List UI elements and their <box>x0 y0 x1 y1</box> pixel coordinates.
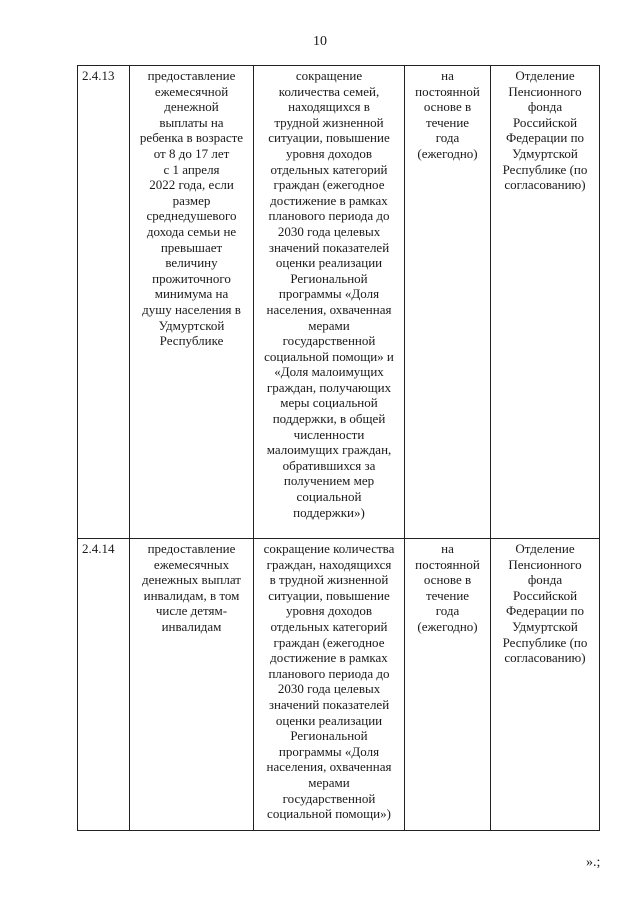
table-row <box>78 66 600 539</box>
closing-quote-mark: ».; <box>586 855 601 870</box>
table-row <box>78 539 600 831</box>
expected-result-text: сокращение количества семей, находящихся в трудной жизненной ситуации, повышение уровня доходов отдельных категорий граждан (ежегодное достижение в рамках планового периода до 2030 года целевых значений показателей оценки реализации Региональной программы «Доля населения, охваченная мерами государственной социальной помощи» и «Доля малоимущих граждан, получающих меры социальной поддержки, в общей численности малоимущих граждан, обратившихся за получением мер социальной поддержки») <box>264 68 394 520</box>
item-number: 2.4.14 <box>82 541 115 556</box>
item-number: 2.4.13 <box>82 68 115 83</box>
term-cell <box>405 66 491 539</box>
item-number-cell <box>78 66 130 539</box>
page-number: 10 <box>313 34 327 49</box>
item-number-cell <box>78 539 130 831</box>
term-cell <box>405 539 491 831</box>
executor-text: Отделение Пенсионного фонда Российской Федерации по Удмуртской Республике (по согласованию) <box>502 541 588 666</box>
executor-cell <box>491 66 600 539</box>
executor-text: Отделение Пенсионного фонда Российской Федерации по Удмуртской Республике (по согласованию) <box>502 68 588 193</box>
measure-cell <box>130 539 254 831</box>
expected-result-cell <box>254 66 405 539</box>
measures-table <box>77 65 600 831</box>
measure-cell <box>130 66 254 539</box>
expected-result-cell <box>254 539 405 831</box>
term-text: на постоянной основе в течение года (ежегодно) <box>415 68 480 161</box>
term-text: на постоянной основе в течение года (ежегодно) <box>415 541 480 634</box>
executor-cell <box>491 539 600 831</box>
measure-text: предоставление ежемесячной денежной выплаты на ребенка в возрасте от 8 до 17 лет с 1 апреля 2022 года, если размер среднедушевого дохода семьи не превышает величину прожиточного минимума на душу населения в Удмуртской Республике <box>139 68 244 349</box>
expected-result-text: сокращение количества граждан, находящихся в трудной жизненной ситуации, повышение уровня доходов отдельных категорий граждан (ежегодное достижение в рамках планового периода до 2030 года целевых значений показателей оценки реализации Региональной программы «Доля населения, охваченная мерами государственной социальной помощи») <box>263 541 395 822</box>
measure-text: предоставление ежемесячных денежных выплат инвалидам, в том числе детям- инвалидам <box>142 541 241 634</box>
